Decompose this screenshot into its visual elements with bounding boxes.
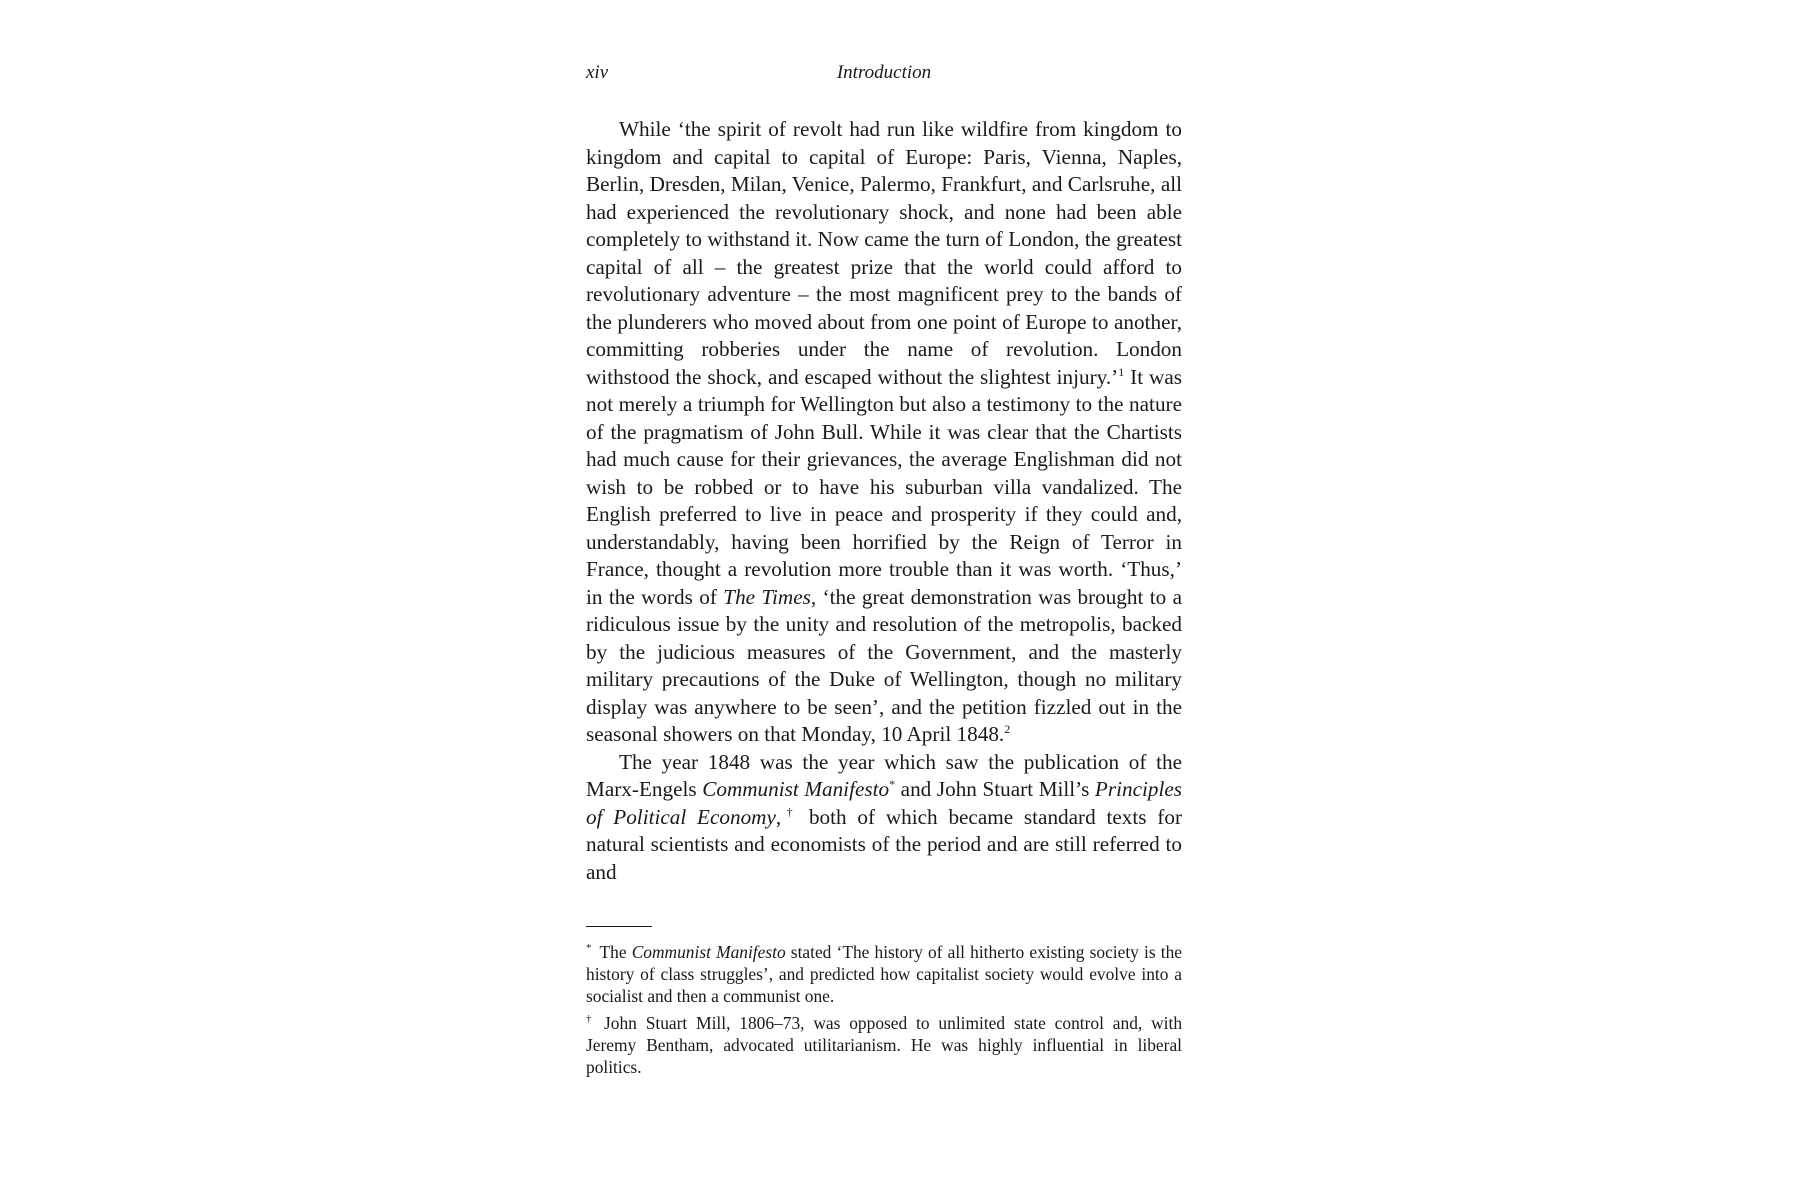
footnote-text: John Stuart Mill, 1806–73, was opposed to unlimited state control and, with Jeremy Bentham, advocated utilitarianism. He was highly influential in liberal politics. xyxy=(586,1013,1183,1077)
footnotes xyxy=(586,941,1182,1078)
paragraph-1-text-b: It was not merely a triumph for Wellington but also a testimony to the nature of the pragmatism of John Bull. While it was clear that the Chartists had much cause for their grievances, the average Englishman did not wish to be robbed or to have his suburban villa vandalized. The English preferred to live in peace and prosperity if they could and, understandably, having been horrified by the Reign of Terror in France, thought a revolution more trouble than it was worth. ‘Thus,’ in the words of xyxy=(586,364,1182,609)
footnote-asterisk xyxy=(586,941,1182,1007)
footnote-ref-1: 1 xyxy=(1118,364,1125,379)
paragraph-1-text-c: , ‘the great demonstration was brought to a ridiculous issue by the unity and resolution of the metropolis, backed by the judicious measures of the Government, and the masterly military precautions of the Duke of Wellington, though no military display was anywhere to be seen’, and the petition fizzled out in the seasonal showers on that Monday, 10 April 1848. xyxy=(586,584,1183,746)
running-head xyxy=(586,62,1182,88)
paragraph-2 xyxy=(586,749,1182,887)
communist-manifesto-title: Communist Manifesto xyxy=(702,777,890,801)
the-times-title: The Times xyxy=(723,584,811,609)
paragraph-1 xyxy=(586,116,1182,749)
footnote-mark: † xyxy=(586,1013,597,1026)
paragraph-1-text-a: While ‘the spirit of revolt had run like wildfire from kingdom to kingdom and capital to capital of Europe: Paris, Vienna, Naples, Berlin, Dresden, Milan, Venice, Palermo, Frankfurt, and Carlsruhe, all had experienced the revolutionary shock, and none had been able completely to withstand it. Now came the turn of London, the greatest capital of all – the greatest prize that the world could afford to revolutionary adventure – the most magnificent prey to the bands of the plunderers who moved about from one point of Europe to another, committing robberies under the name of revolution. London withstood the shock, and escaped without the slightest injury.’ xyxy=(586,117,1182,389)
footnote-ref-dagger: † xyxy=(781,804,799,819)
principles-title: Principles of Political Economy xyxy=(586,777,1183,829)
body-text xyxy=(586,116,1182,886)
footnote-mark: * xyxy=(586,942,592,955)
footnote-ref-2: 2 xyxy=(1004,721,1011,736)
paragraph-2-text-a: The year 1848 was the year which saw the publication of the Marx-Engels xyxy=(586,749,1182,801)
chapter-title: Introduction xyxy=(836,62,932,83)
paragraph-2-text-c: both of which became standard texts for natural scientists and economists of the period and are still referred to and xyxy=(586,804,1183,884)
page-number: xiv xyxy=(586,62,609,83)
footnote-title: Communist Manifesto xyxy=(631,942,786,962)
paragraph-2-text-b: and John Stuart Mill’s xyxy=(895,777,1095,801)
paragraph-2-comma: , xyxy=(775,804,782,829)
book-page xyxy=(586,62,1182,1083)
footnote-divider xyxy=(586,926,652,927)
footnote-text-a: The xyxy=(599,942,632,962)
footnote-text-b: stated ‘The history of all hitherto existing society is the history of class struggles’, and predicted how capitalist society would evolve into a socialist and then a communist one. xyxy=(586,942,1183,1006)
footnote-ref-asterisk: * xyxy=(889,776,896,791)
footnote-dagger xyxy=(586,1012,1182,1078)
